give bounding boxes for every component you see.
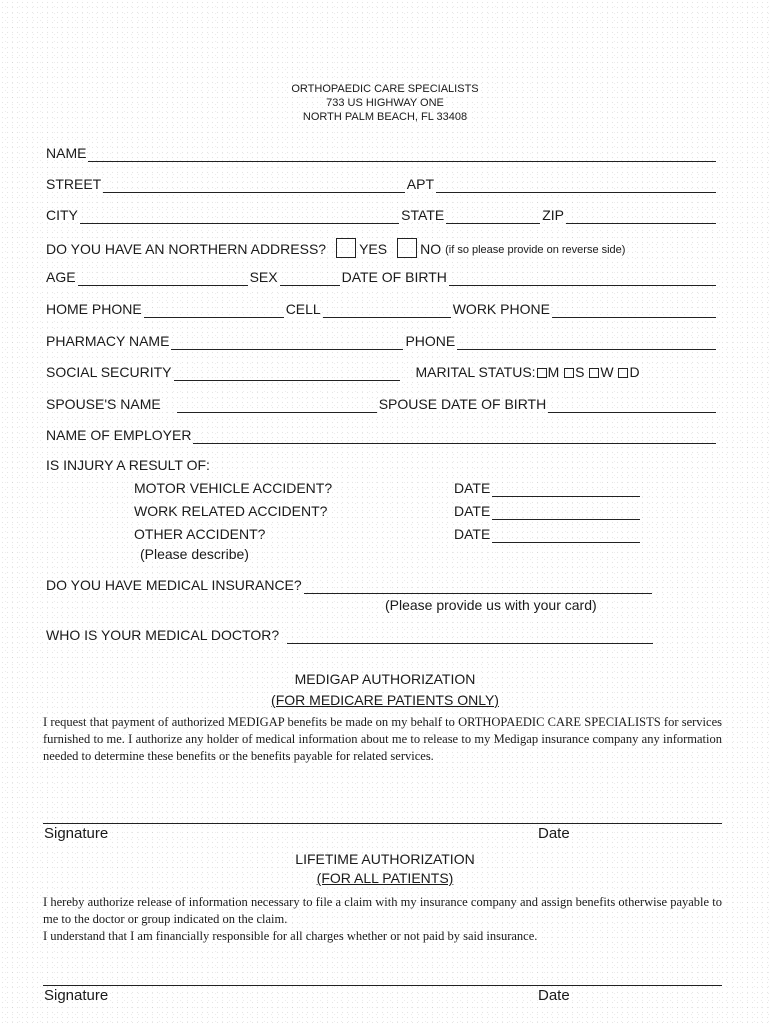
sex-label: SEX (249, 269, 278, 285)
other-accident-date-label: DATE (454, 526, 491, 542)
name-row (46, 142, 718, 162)
insurance-row (46, 574, 718, 594)
practice-name: ORTHOPAEDIC CARE SPECIALISTS (291, 83, 479, 95)
medigap-title: MEDIGAP AUTHORIZATION (294, 671, 476, 687)
employer-field[interactable] (193, 428, 716, 444)
northern-address-label: DO YOU HAVE AN NORTHERN ADDRESS? (46, 241, 327, 257)
zip-field[interactable] (566, 208, 716, 224)
marital-m-checkbox[interactable] (537, 368, 547, 378)
medigap-text: I request that payment of authorized MEDIGAP benefits be made on my behalf to ORTHOPAEDIC CARE SPECIALISTS for services furnished to me. I authorize any holder of medical information about me to release to my Medigap insurance company any information needed to determine these benefits or the benefits payable for related services. (43, 715, 722, 763)
home-phone-field[interactable] (144, 302, 284, 318)
lifetime-date-label: Date (538, 987, 570, 1004)
insurance-label: DO YOU HAVE MEDICAL INSURANCE? (46, 577, 302, 593)
motor-vehicle-row (134, 477, 718, 497)
dob-field[interactable] (449, 270, 716, 286)
insurance-note-row (385, 594, 718, 614)
motor-vehicle-label: MOTOR VEHICLE ACCIDENT? (134, 480, 333, 496)
city-label: CITY (46, 207, 78, 223)
describe-row (140, 543, 718, 563)
apt-field[interactable] (436, 177, 716, 193)
doctor-row (46, 624, 718, 644)
social-security-label: SOCIAL SECURITY (46, 364, 172, 380)
other-accident-row (134, 523, 718, 543)
zip-label: ZIP (542, 207, 564, 223)
insurance-note: (Please provide us with your card) (385, 597, 597, 613)
marital-s-checkbox[interactable] (564, 368, 574, 378)
state-field[interactable] (446, 208, 540, 224)
marital-d-label: D (629, 364, 640, 380)
other-accident-label: OTHER ACCIDENT? (134, 526, 266, 542)
no-label: NO (420, 241, 442, 257)
street-field[interactable] (103, 177, 405, 193)
medigap-signature-line[interactable] (43, 823, 722, 824)
employer-row (46, 424, 718, 444)
doctor-label: WHO IS YOUR MEDICAL DOCTOR? (46, 627, 280, 643)
other-accident-date-field[interactable] (492, 527, 640, 543)
age-field[interactable] (78, 270, 248, 286)
work-related-row (134, 500, 718, 520)
work-phone-label: WORK PHONE (452, 301, 550, 317)
no-checkbox[interactable] (397, 238, 417, 258)
yes-checkbox[interactable] (336, 238, 356, 258)
marital-s-label: S (575, 364, 585, 380)
work-related-date-field[interactable] (492, 504, 640, 520)
marital-options (536, 364, 640, 381)
name-field[interactable] (88, 146, 716, 162)
practice-header (0, 82, 770, 124)
northern-address-row (46, 234, 718, 258)
lifetime-text-1: I hereby authorize release of information necessary to file a claim with my insurance company and assign benefits otherwise payable to me to the doctor or group indicated on the claim. (43, 895, 722, 926)
marital-d-checkbox[interactable] (618, 368, 628, 378)
lifetime-subtitle: (FOR ALL PATIENTS) (316, 870, 454, 886)
age-label: AGE (46, 269, 76, 285)
practice-street: 733 US HIGHWAY ONE (326, 97, 444, 109)
injury-question: IS INJURY A RESULT OF: (46, 457, 210, 473)
yes-label: YES (359, 241, 388, 257)
state-label: STATE (401, 207, 445, 223)
dob-label: DATE OF BIRTH (341, 269, 447, 285)
sex-field[interactable] (280, 270, 340, 286)
street-label: STREET (46, 176, 102, 192)
medigap-date-label: Date (538, 825, 570, 842)
marital-m-label: M (547, 364, 560, 380)
spouse-dob-field[interactable] (548, 397, 716, 413)
spouse-dob-label: SPOUSE DATE OF BIRTH (378, 396, 547, 412)
spouse-row (46, 393, 718, 413)
work-related-label: WORK RELATED ACCIDENT? (134, 503, 328, 519)
pharmacy-label: PHARMACY NAME (46, 333, 170, 349)
lifetime-text (43, 894, 722, 945)
work-related-date-label: DATE (454, 503, 491, 519)
street-row (46, 173, 718, 193)
marital-w-label: W (600, 364, 614, 380)
city-field[interactable] (80, 208, 399, 224)
marital-status-label: MARITAL STATUS: (415, 364, 536, 380)
pharmacy-phone-field[interactable] (457, 334, 716, 350)
describe-label: (Please describe) (140, 546, 249, 562)
employer-label: NAME OF EMPLOYER (46, 427, 192, 443)
spouse-name-field[interactable] (177, 397, 377, 413)
insurance-field[interactable] (304, 578, 652, 594)
cell-label: CELL (285, 301, 321, 317)
social-security-field[interactable] (174, 365, 400, 381)
home-phone-label: HOME PHONE (46, 301, 142, 317)
phone-row (46, 298, 718, 318)
marital-w-checkbox[interactable] (589, 368, 599, 378)
social-security-row (46, 361, 718, 381)
apt-label: APT (406, 176, 434, 192)
lifetime-title: LIFETIME AUTHORIZATION (295, 851, 475, 867)
city-row (46, 204, 718, 224)
pharmacy-field[interactable] (171, 334, 403, 350)
name-label: NAME (46, 145, 87, 161)
lifetime-signature-label: Signature (44, 987, 109, 1004)
work-phone-field[interactable] (552, 302, 716, 318)
lifetime-text-2: I understand that I am financially responsible for all charges whether or not paid by said insurance. (43, 929, 538, 943)
lifetime-signature-line[interactable] (43, 985, 722, 986)
age-row (46, 266, 718, 286)
motor-vehicle-date-field[interactable] (492, 481, 640, 497)
medigap-signature-label: Signature (44, 825, 109, 842)
northern-note: (if so please provide on reverse side) (445, 244, 626, 256)
motor-vehicle-date-label: DATE (454, 480, 491, 496)
pharmacy-phone-label: PHONE (405, 333, 456, 349)
spouse-name-label: SPOUSE'S NAME (46, 396, 161, 412)
doctor-field[interactable] (287, 628, 653, 644)
cell-field[interactable] (323, 302, 451, 318)
pharmacy-row (46, 330, 718, 350)
injury-question-row (46, 454, 718, 474)
practice-city: NORTH PALM BEACH, FL 33408 (302, 111, 468, 123)
medigap-subtitle: (FOR MEDICARE PATIENTS ONLY) (271, 692, 499, 708)
